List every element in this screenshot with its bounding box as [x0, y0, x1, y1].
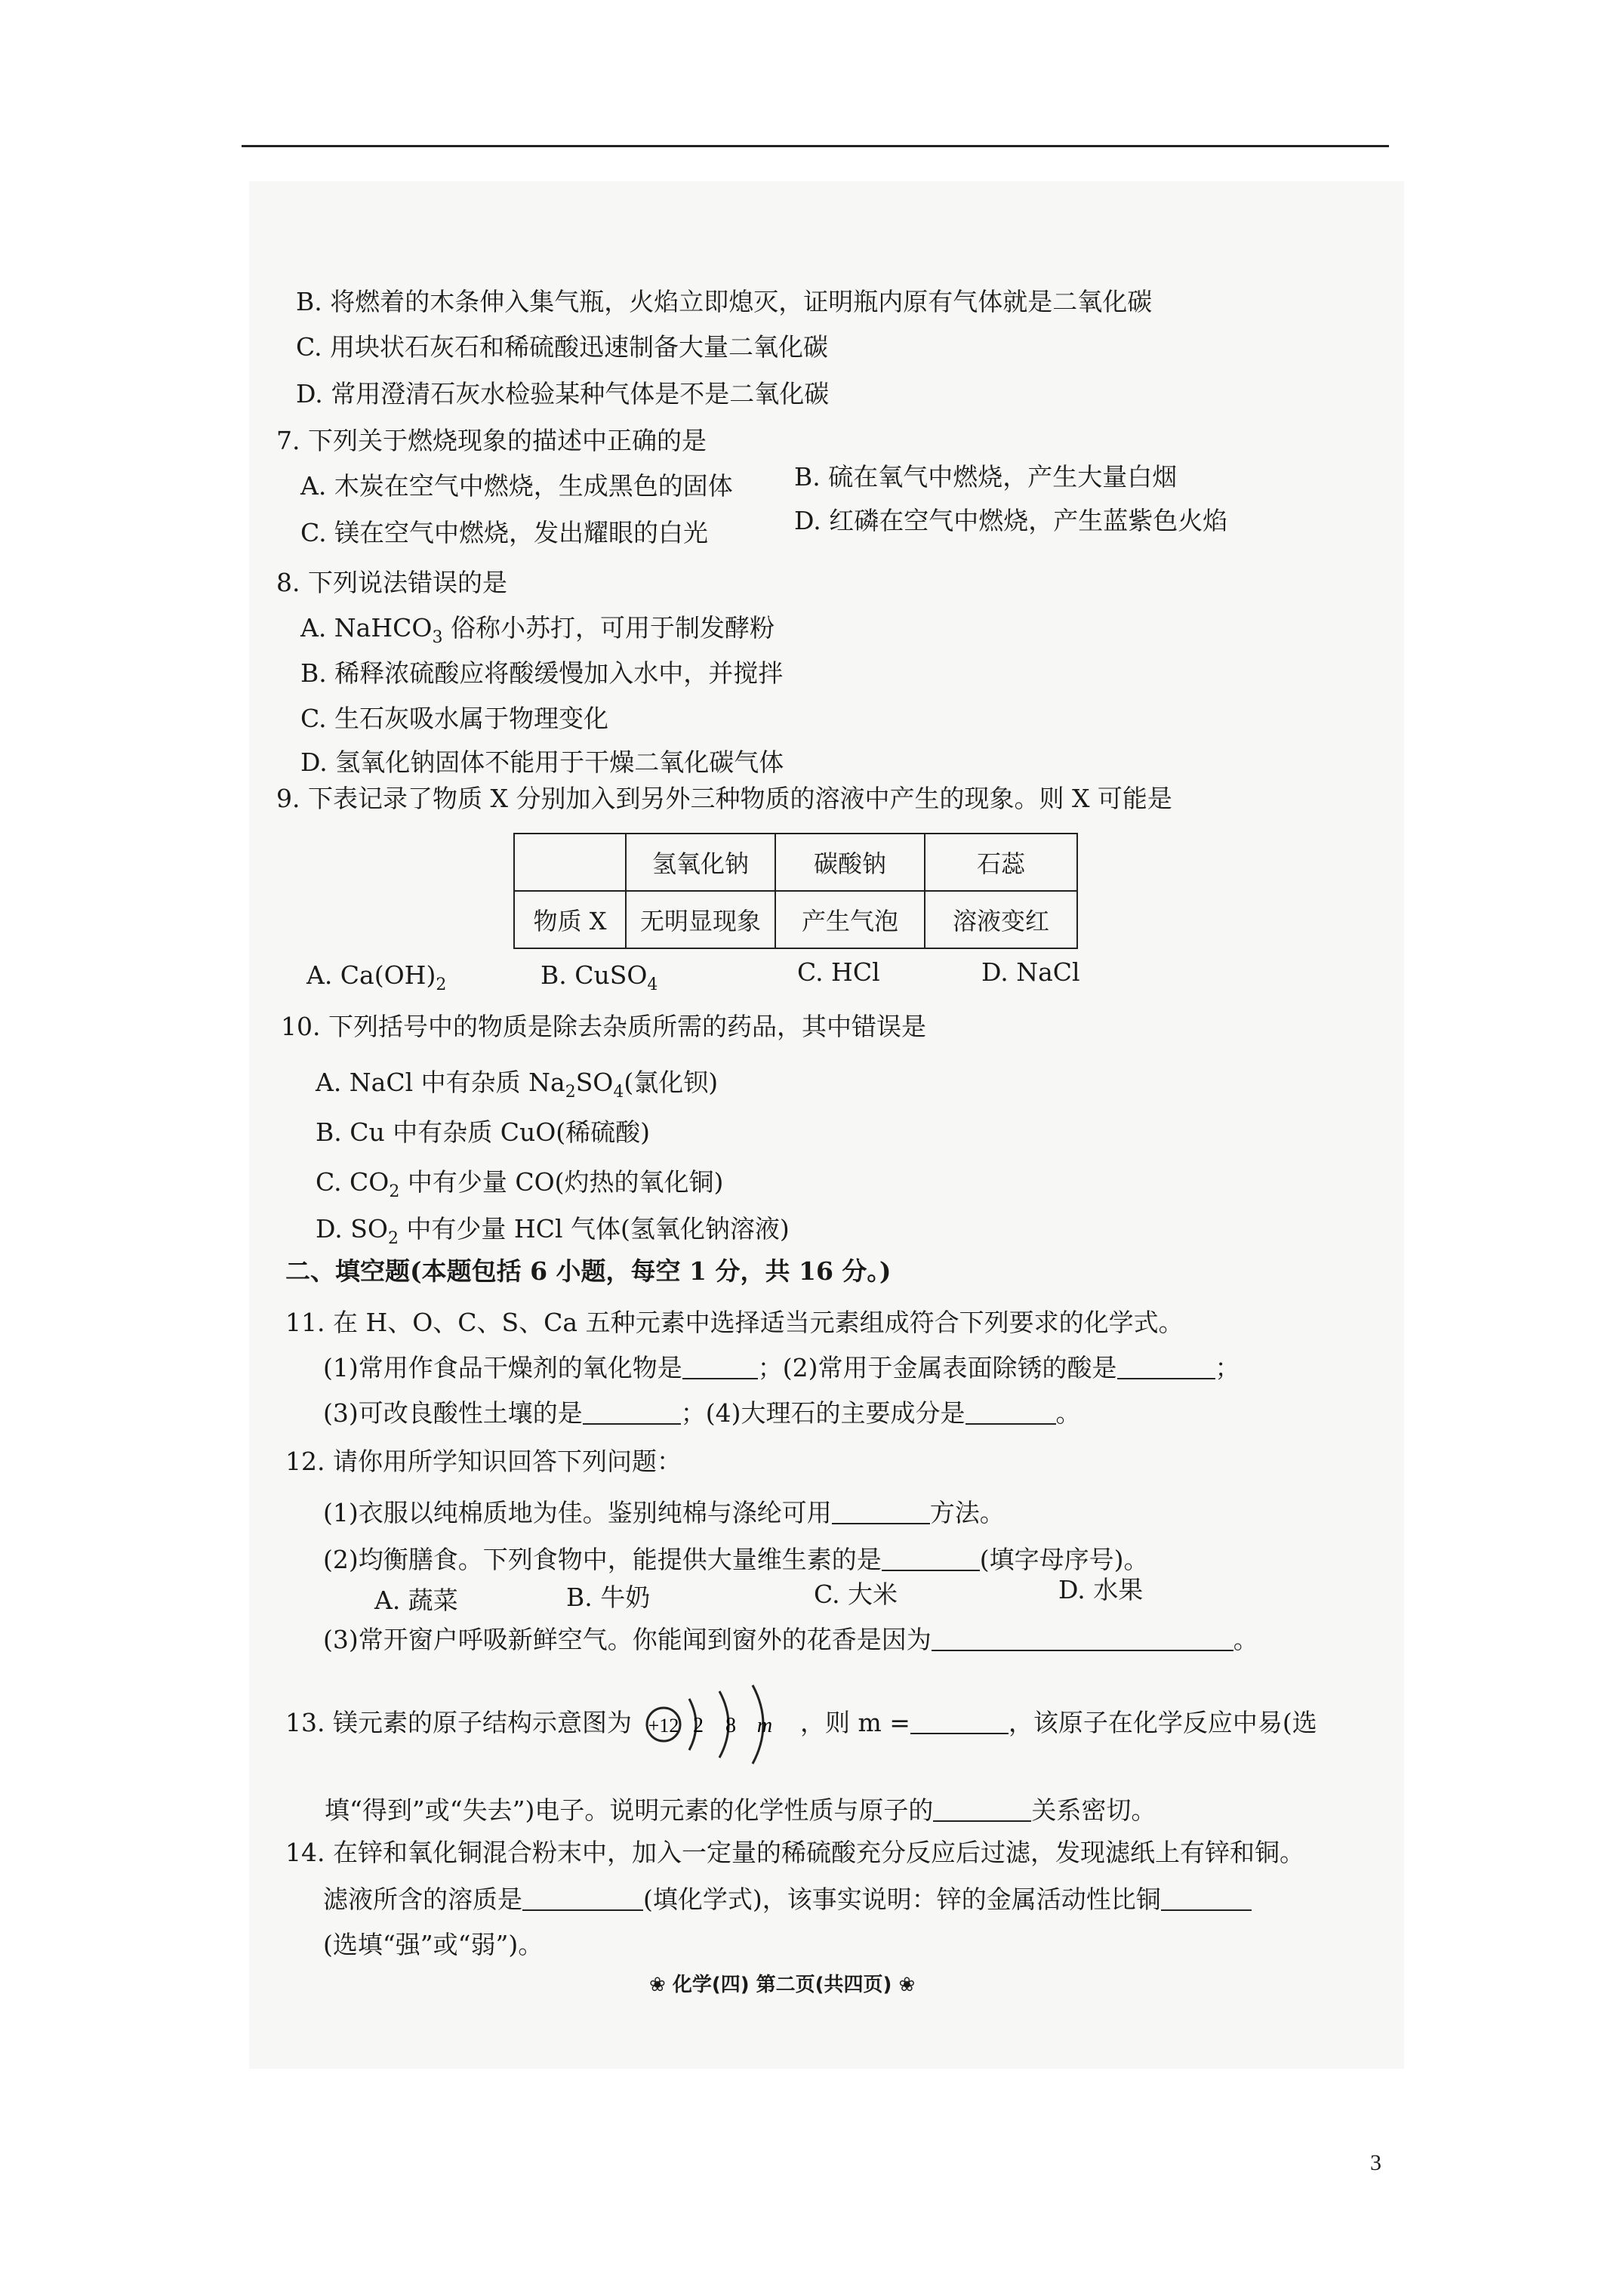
- q13-line-2: 填“得到”或“失去”)电子。说明元素的化学性质与原子的 关系密切。: [325, 1795, 1156, 1825]
- shell-1-electrons: 2: [693, 1714, 704, 1737]
- answer-blank[interactable]: [832, 1500, 930, 1524]
- q8-stem: 8. 下列说法错误的是: [276, 568, 507, 597]
- q6-option-b: B. 将燃着的木条伸入集气瓶，火焰立即熄灭，证明瓶内原有气体就是二氧化碳: [296, 287, 1153, 316]
- q7-option-c: C. 镁在空气中燃烧，发出耀眼的白光: [300, 518, 709, 547]
- q12-option-b: B. 牛奶: [566, 1583, 651, 1612]
- answer-blank[interactable]: [522, 1887, 643, 1911]
- q12-option-d: D. 水果: [1058, 1575, 1144, 1604]
- q12-line-2: (2)均衡膳食。下列食物中，能提供大量维生素的是 (填字母序号)。: [323, 1545, 1149, 1574]
- table-cell: 产生气泡: [775, 891, 925, 948]
- table-cell: [514, 834, 626, 891]
- magnesium-atom-diagram: [645, 1676, 804, 1774]
- q9-option-c: C. HCl: [797, 957, 880, 987]
- table-header-row: [514, 834, 1077, 891]
- q12-line-3: (3)常开窗户呼吸新鲜空气。你能闻到窗外的花香是因为 。: [323, 1625, 1258, 1654]
- q7-option-b: B. 硫在氧气中燃烧，产生大量白烟: [794, 462, 1178, 492]
- q7-stem: 7. 下列关于燃烧现象的描述中正确的是: [276, 426, 707, 455]
- table-cell: 物质 X: [514, 891, 626, 948]
- section-2-heading: 二、填空题(本题包括 6 小题，每空 1 分，共 16 分。): [285, 1256, 892, 1286]
- shell-2-electrons: 8: [725, 1714, 736, 1737]
- answer-blank[interactable]: [583, 1401, 681, 1425]
- table-cell: 溶液变红: [925, 891, 1077, 948]
- table-cell: 碳酸钠: [775, 834, 925, 891]
- q9-observation-table: [513, 833, 1078, 949]
- answer-blank[interactable]: [932, 1627, 1233, 1651]
- q7-option-d: D. 红磷在空气中燃烧，产生蓝紫色火焰: [794, 506, 1228, 535]
- q9-option-d: D. NaCl: [981, 957, 1080, 987]
- table-cell: 氢氧化钠: [626, 834, 775, 891]
- page-footer: ❀ 化学(四) 第二页(共四页) ❀: [649, 1974, 916, 1996]
- q10-stem: 10. 下列括号中的物质是除去杂质所需的药品，其中错误是: [281, 1012, 926, 1041]
- q7-option-a: A. 木炭在空气中燃烧，生成黑色的固体: [300, 471, 733, 501]
- answer-blank[interactable]: [910, 1710, 1009, 1734]
- table-row: [514, 891, 1077, 948]
- q10-option-c: C. $CO_2$ 中有少量 CO(灼热的氧化铜): [316, 1167, 724, 1201]
- table-cell: 无明显现象: [626, 891, 775, 948]
- q13-line-1-suffix: ，则 m = ，该原子在化学反应中易(选: [800, 1708, 1317, 1737]
- q10-option-b: B. Cu 中有杂质 CuO(稀硫酸): [316, 1117, 651, 1147]
- q12-option-a: A. 蔬菜: [374, 1586, 458, 1615]
- answer-blank[interactable]: [965, 1401, 1056, 1425]
- q14-line-1: 滤液所含的溶质是 (填化学式)，该事实说明：锌的金属活动性比铜: [323, 1885, 1252, 1915]
- header-rule: [242, 145, 1389, 147]
- q12-line-1: (1)衣服以纯棉质地为佳。鉴别纯棉与涤纶可用 方法。: [323, 1498, 1005, 1527]
- answer-blank[interactable]: [1117, 1355, 1215, 1379]
- nucleus-charge: +12: [648, 1715, 679, 1737]
- answer-blank[interactable]: [882, 1547, 980, 1571]
- q11-line-2: (3)可改良酸性土壤的是 ；(4)大理石的主要成分是 。: [323, 1398, 1081, 1428]
- answer-blank[interactable]: [682, 1355, 758, 1379]
- q10-option-d: D. $SO_2$ 中有少量 HCl 气体(氢氧化钠溶液): [316, 1214, 790, 1248]
- q12-option-c: C. 大米: [814, 1579, 898, 1609]
- q8-option-b: B. 稀释浓硫酸应将酸缓慢加入水中，并搅拌: [300, 658, 784, 688]
- q9-option-a: A. $Ca(OH)_2$: [306, 960, 447, 994]
- answer-blank[interactable]: [1161, 1887, 1252, 1911]
- q10-option-a: A. NaCl 中有杂质 $Na_2SO_4$(氯化钡): [316, 1068, 719, 1102]
- q6-option-c: C. 用块状石灰石和稀硫酸迅速制备大量二氧化碳: [296, 332, 829, 362]
- q11-stem: 11. 在 H、O、C、S、Ca 五种元素中选择适当元素组成符合下列要求的化学式。: [285, 1308, 1184, 1337]
- q8-option-d: D. 氢氧化钠固体不能用于干燥二氧化碳气体: [300, 747, 784, 777]
- q14-stem: 14. 在锌和氧化铜混合粉末中，加入一定量的稀硫酸充分反应后过滤，发现滤纸上有锌和铜。: [285, 1838, 1304, 1867]
- q11-line-1: (1)常用作食品干燥剂的氧化物是 ；(2)常用于金属表面除锈的酸是 ；: [323, 1353, 1240, 1382]
- shell-3-electrons: m: [756, 1714, 773, 1737]
- q14-line-2: (选填“强”或“弱”)。: [323, 1930, 544, 1959]
- page-number: 3: [1370, 2150, 1381, 2175]
- q6-option-d: D. 常用澄清石灰水检验某种气体是不是二氧化碳: [296, 379, 830, 408]
- q12-stem: 12. 请你用所学知识回答下列问题：: [285, 1447, 682, 1476]
- q9-stem: 9. 下表记录了物质 X 分别加入到另外三种物质的溶液中产生的现象。则 X 可能是: [276, 784, 1172, 813]
- q8-option-c: C. 生石灰吸水属于物理变化: [300, 704, 609, 733]
- q9-option-b: B. CuSO$_4$: [540, 960, 658, 994]
- table-cell: 石蕊: [925, 834, 1077, 891]
- q8-option-a: A. NaHCO$_3$ 俗称小苏打，可用于制发酵粉: [300, 613, 775, 647]
- q13-line-1-prefix: 13. 镁元素的原子结构示意图为: [285, 1708, 632, 1737]
- answer-blank[interactable]: [933, 1798, 1031, 1822]
